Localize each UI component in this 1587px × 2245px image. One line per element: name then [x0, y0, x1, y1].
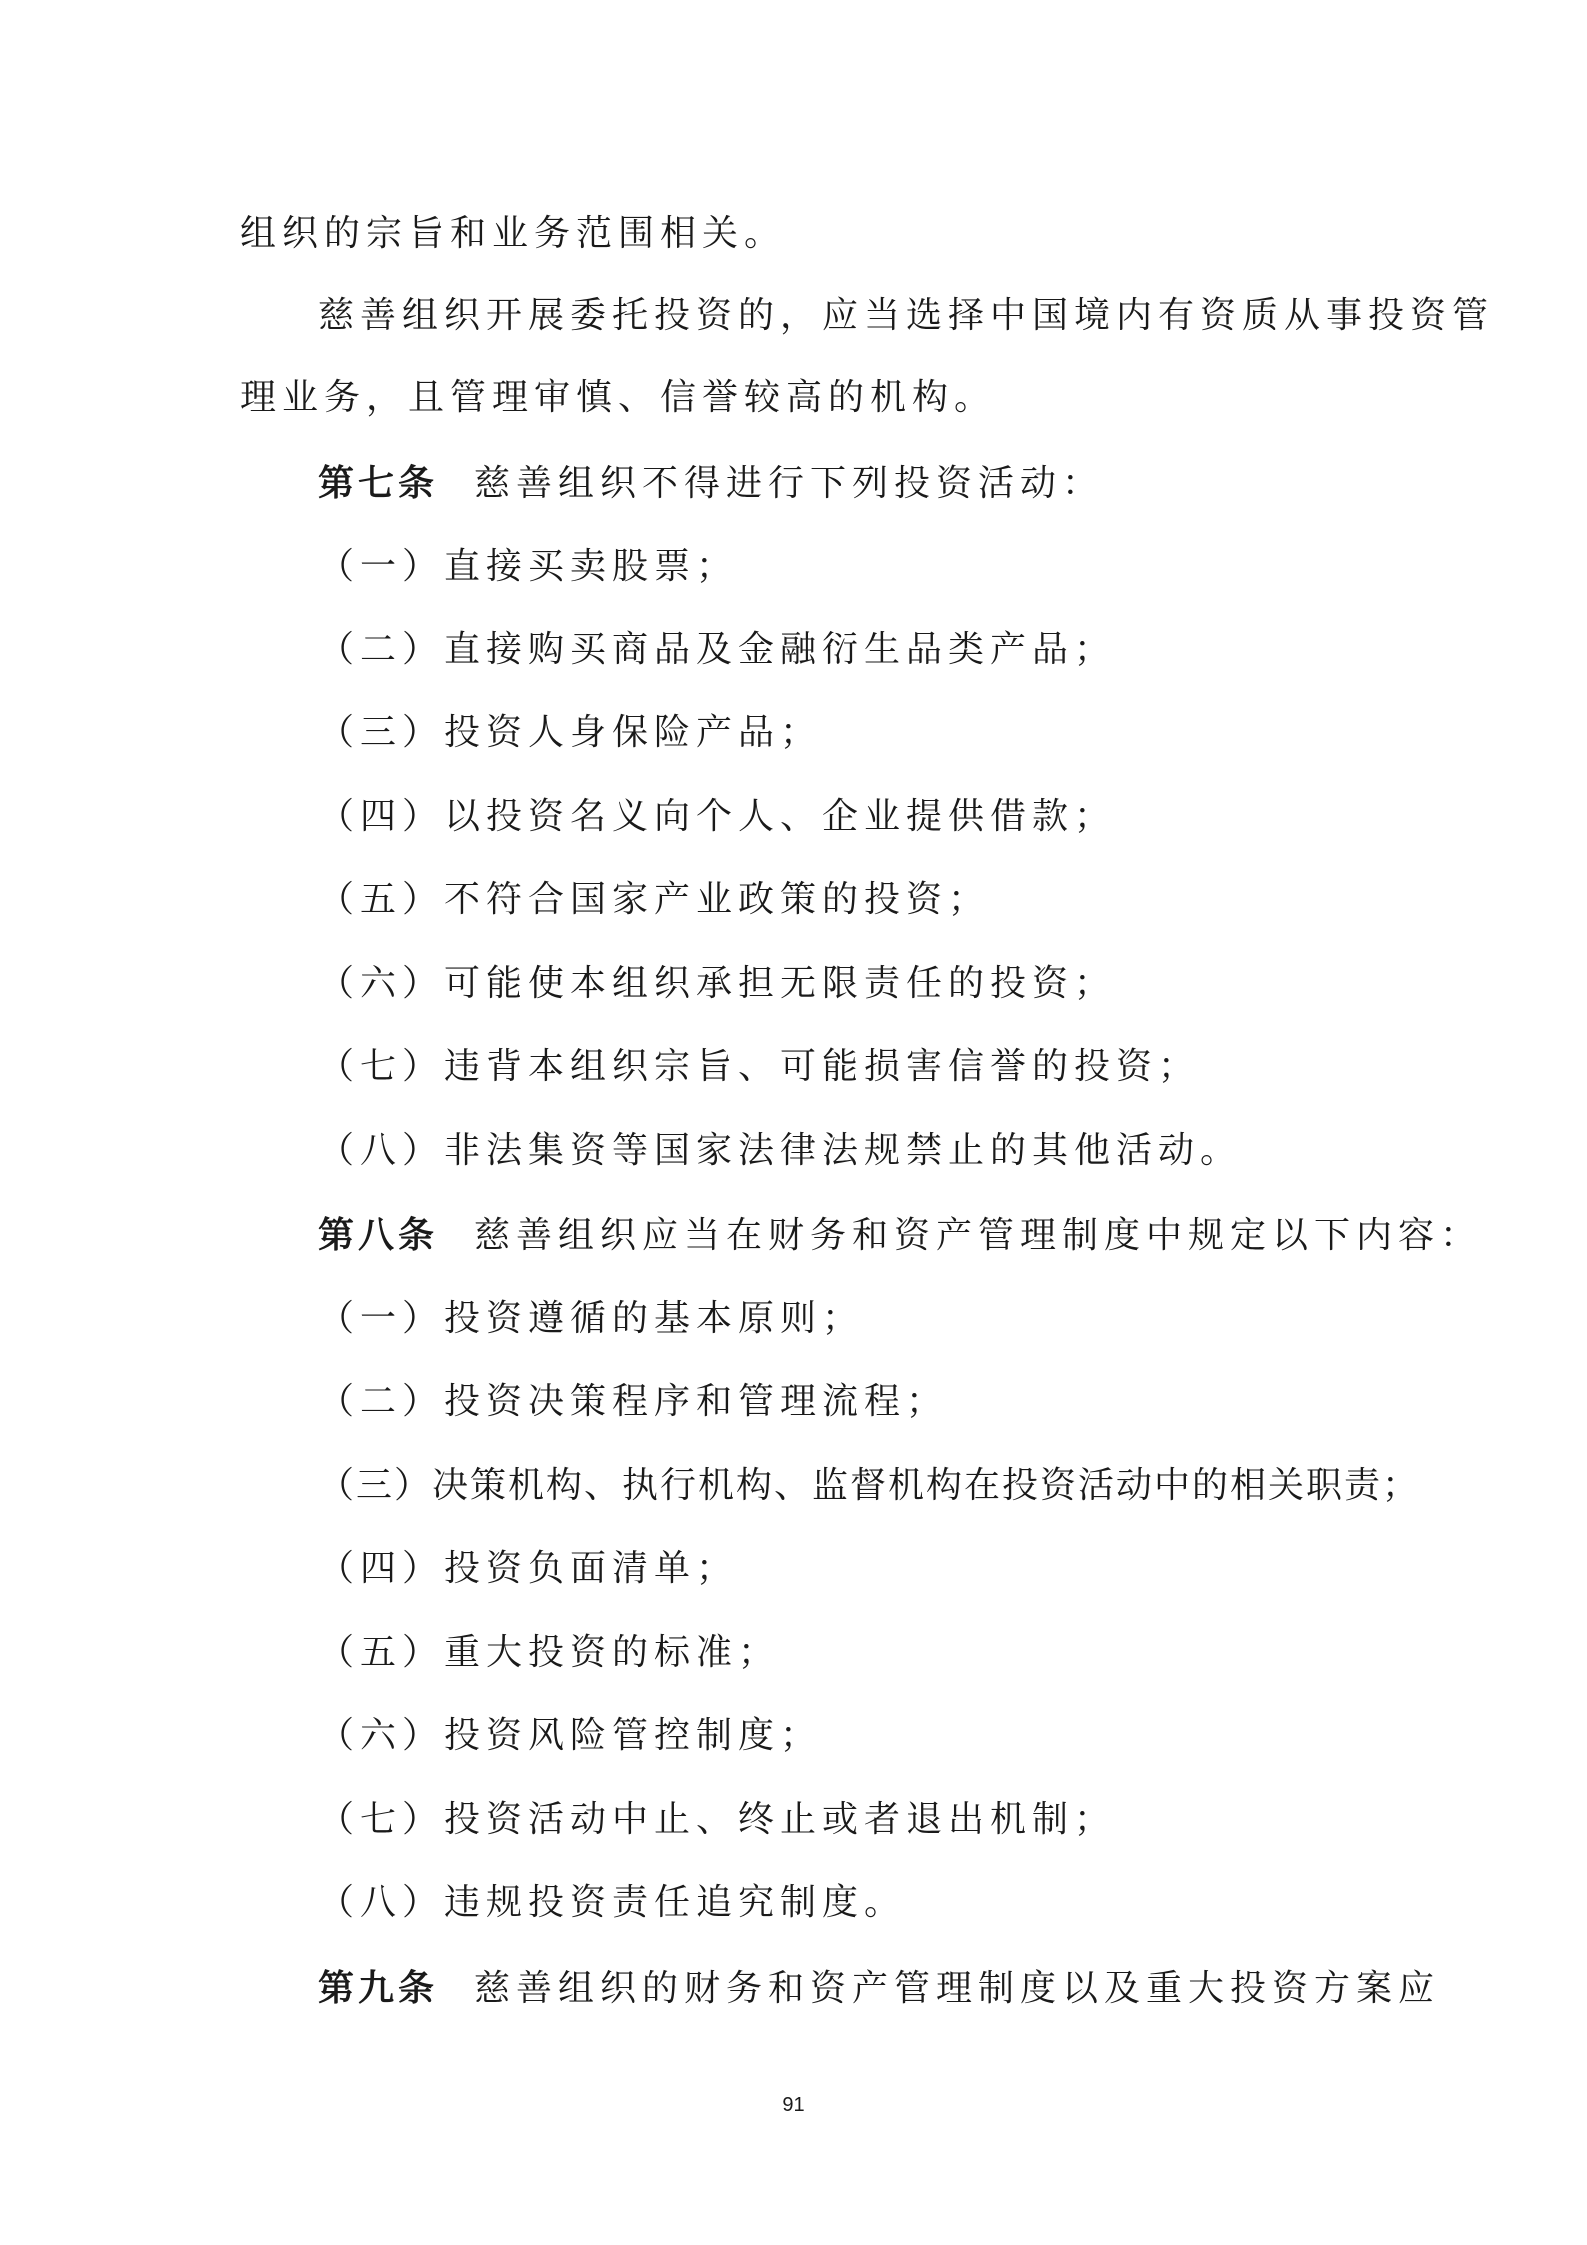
article-7-item: （五）不符合国家产业政策的投资； — [318, 879, 991, 920]
article-7-item: （七）违背本组织宗旨、可能损害信誉的投资； — [318, 1046, 1201, 1087]
paragraph-line: 慈善组织开展委托投资的，应当选择中国境内有资质从事投资管 — [318, 295, 1495, 336]
article-8-item: （七）投资活动中止、终止或者退出机制； — [318, 1799, 1117, 1840]
article-8-item: （二）投资决策程序和管理流程； — [318, 1381, 949, 1422]
article-8-title: 第八条 — [318, 1214, 439, 1256]
article-7-text: 慈善组织不得进行下列投资活动： — [474, 463, 1105, 504]
article-8-item: （六）投资风险管控制度； — [318, 1715, 823, 1756]
article-7-item: （四）以投资名义向个人、企业提供借款； — [318, 796, 1117, 837]
article-7-item: （八）非法集资等国家法律法规禁止的其他活动。 — [318, 1130, 1243, 1171]
article-8-item: （三）决策机构、执行机构、监督机构在投资活动中的相关职责； — [318, 1465, 1421, 1506]
article-7-item: （三）投资人身保险产品； — [318, 712, 823, 753]
article-7-heading — [318, 463, 1104, 504]
page-number: 91 — [782, 2094, 805, 2116]
article-7-item: （一）直接买卖股票； — [318, 546, 739, 587]
article-9-title: 第九条 — [318, 1967, 439, 2009]
paragraph-line: 理业务，且管理审慎、信誉较高的机构。 — [240, 377, 997, 418]
article-7-title: 第七条 — [318, 462, 439, 504]
article-7-item: （六）可能使本组织承担无限责任的投资； — [318, 963, 1117, 1004]
article-8-item: （四）投资负面清单； — [318, 1548, 739, 1589]
article-9-heading — [318, 1968, 1440, 2009]
article-8-text: 慈善组织应当在财务和资产管理制度中规定以下内容： — [474, 1215, 1483, 1256]
article-9-text: 慈善组织的财务和资产管理制度以及重大投资方案应 — [474, 1968, 1441, 2009]
article-7-item: （二）直接购买商品及金融衍生品类产品； — [318, 629, 1117, 670]
article-8-item: （八）违规投资责任追究制度。 — [318, 1882, 907, 1923]
article-8-item: （一）投资遵循的基本原则； — [318, 1298, 865, 1339]
article-8-item: （五）重大投资的标准； — [318, 1632, 781, 1673]
paragraph-continuation-line: 组织的宗旨和业务范围相关。 — [240, 213, 787, 254]
article-8-heading — [318, 1215, 1482, 1256]
